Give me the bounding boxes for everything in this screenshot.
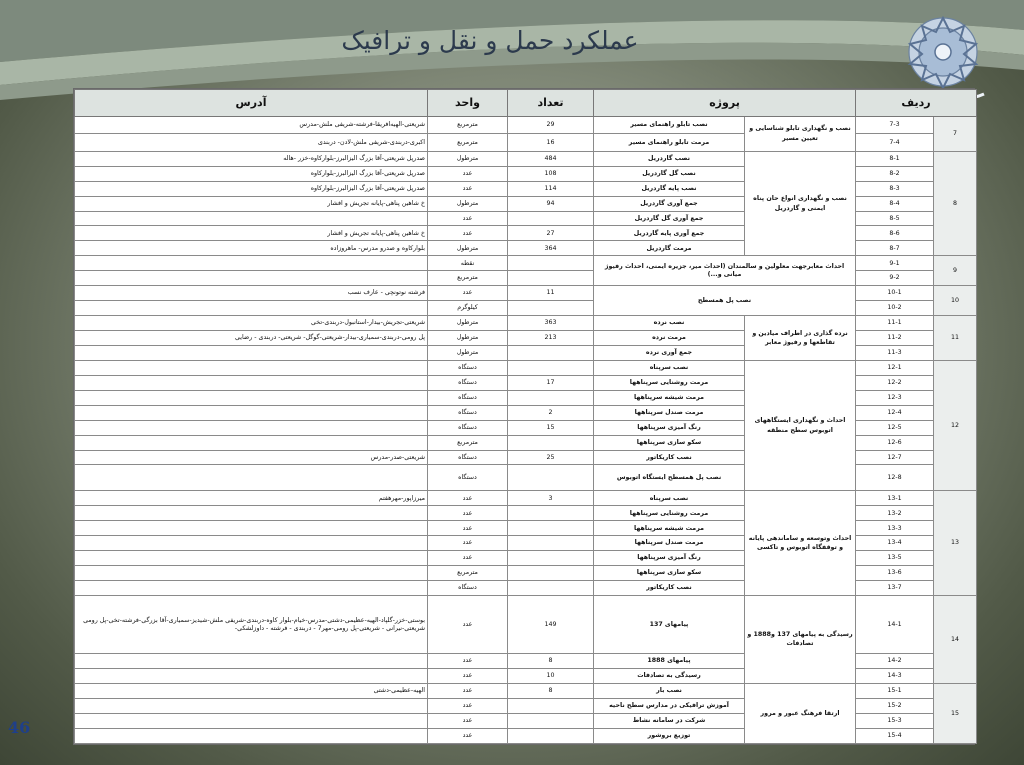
project-name: نصب پل همسطح <box>594 286 856 316</box>
project-name: مرمت روشنایی سرپناهها <box>594 375 745 390</box>
category-number: 13 <box>934 491 977 596</box>
address-value <box>75 345 428 360</box>
address-value: فرشته نوتونچی - عارف نسب <box>75 286 428 301</box>
project-name: سکو سازی سرپناهها <box>594 566 745 581</box>
project-group-description: رسیدگی به پیامهای 137 و1888 و تصادفات <box>745 596 856 684</box>
address-value <box>75 405 428 420</box>
project-name: مرمت صندل سرپناهها <box>594 405 745 420</box>
count-value: 213 <box>508 331 594 346</box>
unit-value: دستگاه <box>428 465 508 491</box>
address-value <box>75 271 428 286</box>
address-value <box>75 465 428 491</box>
project-name: نصب کاریکاتور <box>594 581 745 596</box>
row-code: 13-5 <box>856 551 934 566</box>
table-row <box>75 117 977 134</box>
count-value: 8 <box>508 683 594 698</box>
unit-value: مترطول <box>428 331 508 346</box>
project-name: نصب کاریکاتور <box>594 450 745 465</box>
row-code: 8-2 <box>856 166 934 181</box>
project-name: نصب سرپناه <box>594 491 745 506</box>
row-code: 11-1 <box>856 316 934 331</box>
table-row <box>75 491 977 506</box>
unit-value: دستگاه <box>428 375 508 390</box>
project-name: پیامهای 137 <box>594 596 745 654</box>
unit-value: مترطول <box>428 316 508 331</box>
unit-value: عدد <box>428 551 508 566</box>
unit-value: دستگاه <box>428 420 508 435</box>
address-value <box>75 713 428 728</box>
count-value: 25 <box>508 450 594 465</box>
table-row <box>75 316 977 331</box>
count-value <box>508 271 594 286</box>
unit-value: عدد <box>428 713 508 728</box>
count-value <box>508 566 594 581</box>
row-code: 8-6 <box>856 226 934 241</box>
row-code: 12-8 <box>856 465 934 491</box>
category-number: 11 <box>934 316 977 361</box>
row-code: 15-4 <box>856 728 934 743</box>
count-value <box>508 345 594 360</box>
row-code: 14-2 <box>856 654 934 669</box>
header-row-number: ردیف <box>856 90 977 117</box>
project-name: سکو سازی سرپناهها <box>594 435 745 450</box>
project-group-description: ارتقا فرهنگ عبور و مرور <box>745 683 856 743</box>
row-code: 10-1 <box>856 286 934 301</box>
project-name: جمع آوری گاردریل <box>594 196 745 211</box>
count-value: 27 <box>508 226 594 241</box>
address-value <box>75 360 428 375</box>
unit-value: عدد <box>428 728 508 743</box>
unit-value: عدد <box>428 211 508 226</box>
count-value <box>508 713 594 728</box>
count-value: 10 <box>508 668 594 683</box>
address-value: بوستی-خزر-گلپاد-الهیه-عظیمی-دشتی-مدرس-خیام-بلوار کاوه-دربندی-شریفی ملش-شیدیز-سمیاری-آقا بزرگی-فرشته-تخی-پل رومی شریعتی-نیرانی - شریعتی-پل رومی-مهر7 - دربندی - فرشته - داوزلشکی- <box>75 596 428 654</box>
row-code: 12-6 <box>856 435 934 450</box>
unit-value: عدد <box>428 506 508 521</box>
count-value: 3 <box>508 491 594 506</box>
address-value <box>75 668 428 683</box>
unit-value: عدد <box>428 521 508 536</box>
unit-value: دستگاه <box>428 581 508 596</box>
row-code: 11-3 <box>856 345 934 360</box>
unit-value: دستگاه <box>428 390 508 405</box>
project-name: رنگ آمیزی سرپناهها <box>594 551 745 566</box>
row-code: 13-2 <box>856 506 934 521</box>
unit-value: عدد <box>428 166 508 181</box>
address-value <box>75 506 428 521</box>
count-value: 11 <box>508 286 594 301</box>
count-value <box>508 551 594 566</box>
row-code: 13-4 <box>856 536 934 551</box>
row-code: 13-1 <box>856 491 934 506</box>
unit-value: مترمربع <box>428 134 508 151</box>
unit-value: مترمربع <box>428 566 508 581</box>
row-code: 8-5 <box>856 211 934 226</box>
address-value <box>75 581 428 596</box>
row-code: 15-1 <box>856 683 934 698</box>
traffic-performance-table <box>73 88 975 745</box>
row-code: 12-2 <box>856 375 934 390</box>
project-name: نصب پایه گاردریل <box>594 181 745 196</box>
category-number: 15 <box>934 683 977 743</box>
unit-value: نقطه <box>428 256 508 271</box>
project-name: رنگ آمیزی سرپناهها <box>594 420 745 435</box>
address-value <box>75 301 428 316</box>
project-name: رسیدگی به تصادفات <box>594 668 745 683</box>
count-value: 15 <box>508 420 594 435</box>
project-group-description: نصب و نگهداری انواع حان پناه ایمنی و گاردریل <box>745 151 856 256</box>
count-value <box>508 360 594 375</box>
table-row <box>75 256 977 271</box>
project-name: توزیع بروشور <box>594 728 745 743</box>
project-group-description: احداث وتوسعه و ساماندهی پایانه و توقفگاه اتوبوس و تاکسی <box>745 491 856 596</box>
project-name: احداث معابرجهت معلولین و سالمندان (احداث میر، جزیره ایمنی، احداث رفیوژ میانی و...) <box>594 256 856 286</box>
unit-value: عدد <box>428 491 508 506</box>
address-value: شریعتی-صدر-مدرس <box>75 450 428 465</box>
unit-value: مترمربع <box>428 271 508 286</box>
address-value <box>75 521 428 536</box>
count-value: 2 <box>508 405 594 420</box>
slide-title: عملکرد حمل و نقل و ترافیک <box>341 26 639 55</box>
header-address: آدرس <box>75 90 428 117</box>
address-value: خ شاهین پناهی-پایانه تجریش و افشار <box>75 196 428 211</box>
count-value: 484 <box>508 151 594 166</box>
table-row <box>75 596 977 654</box>
table-header-row <box>75 90 977 117</box>
address-value: شریعتی-تجریش-بیدار-استانبول-دربندی-تخی <box>75 316 428 331</box>
row-code: 7-4 <box>856 134 934 151</box>
address-value <box>75 256 428 271</box>
header-unit: واحد <box>428 90 508 117</box>
header-project: پروژه <box>594 90 856 117</box>
row-code: 14-1 <box>856 596 934 654</box>
project-name: نصب گل گاردریل <box>594 166 745 181</box>
unit-value: عدد <box>428 286 508 301</box>
count-value <box>508 581 594 596</box>
category-number: 9 <box>934 256 977 286</box>
count-value: 108 <box>508 166 594 181</box>
count-value <box>508 301 594 316</box>
address-value: پل رومی-دربندی-سمیاری-بیدار-شریعتی-گوگل- شریعتی- دربندی - رضایی <box>75 331 428 346</box>
project-name: مرمت صندل سرپناهها <box>594 536 745 551</box>
row-code: 13-6 <box>856 566 934 581</box>
unit-value: مترطول <box>428 345 508 360</box>
row-code: 12-1 <box>856 360 934 375</box>
address-value <box>75 211 428 226</box>
address-value: میرزاپور-مهرهفتم <box>75 491 428 506</box>
address-value: اکبری-دربندی-شریفی ملش-لادن- دربندی <box>75 134 428 151</box>
unit-value: دستگاه <box>428 405 508 420</box>
table-row <box>75 360 977 375</box>
row-code: 14-3 <box>856 668 934 683</box>
address-value <box>75 654 428 669</box>
address-value <box>75 698 428 713</box>
page-number: 46 <box>8 718 31 737</box>
project-name: شرکت در سامانه نشاط <box>594 713 745 728</box>
row-code: 13-3 <box>856 521 934 536</box>
unit-value: عدد <box>428 596 508 654</box>
row-code: 12-3 <box>856 390 934 405</box>
project-name: مرمت روشنایی سرپناهها <box>594 506 745 521</box>
address-value: بلوارکاوه و صدرو مدرس- ماهروزاده <box>75 241 428 256</box>
unit-value: دستگاه <box>428 450 508 465</box>
project-name: نصب تابلو راهنمای مسیر <box>594 117 745 134</box>
address-value: صدرپل شریعتی-آقا بزرگ الیزالبرز-بلوارکاوه-خزر -هاله <box>75 151 428 166</box>
unit-value: عدد <box>428 181 508 196</box>
count-value: 364 <box>508 241 594 256</box>
count-value <box>508 521 594 536</box>
address-value <box>75 551 428 566</box>
table-row <box>75 151 977 166</box>
count-value: 16 <box>508 134 594 151</box>
row-code: 9-1 <box>856 256 934 271</box>
row-code: 9-2 <box>856 271 934 286</box>
unit-value: عدد <box>428 654 508 669</box>
unit-value: مترطول <box>428 151 508 166</box>
count-value <box>508 435 594 450</box>
table-row <box>75 286 977 301</box>
address-value: خ شاهین پناهی-پایانه تجریش و افشار <box>75 226 428 241</box>
row-code: 12-5 <box>856 420 934 435</box>
count-value <box>508 256 594 271</box>
unit-value: عدد <box>428 683 508 698</box>
category-number: 8 <box>934 151 977 256</box>
unit-value: دستگاه <box>428 360 508 375</box>
project-name: مرمت شیشه سرپناهها <box>594 521 745 536</box>
unit-value: کیلوگرم <box>428 301 508 316</box>
address-value <box>75 375 428 390</box>
row-code: 12-4 <box>856 405 934 420</box>
project-name: مرمت نرده <box>594 331 745 346</box>
project-group-description: احداث و نگهداری ایستگاههای اتوبوس سطح منطقه <box>745 360 856 491</box>
unit-value: مترطول <box>428 241 508 256</box>
row-code: 8-1 <box>856 151 934 166</box>
row-code: 8-4 <box>856 196 934 211</box>
unit-value: عدد <box>428 668 508 683</box>
project-name: پیامهای 1888 <box>594 654 745 669</box>
row-code: 11-2 <box>856 331 934 346</box>
count-value <box>508 536 594 551</box>
count-value: 8 <box>508 654 594 669</box>
address-value: شریعتی-الهیه‌افریقا-فرشته-شریفی ملش-مدرس <box>75 117 428 134</box>
project-name: نصب سرپناه <box>594 360 745 375</box>
category-number: 14 <box>934 596 977 684</box>
category-number: 7 <box>934 117 977 152</box>
count-value: 94 <box>508 196 594 211</box>
table-row <box>75 683 977 698</box>
address-value <box>75 536 428 551</box>
project-name: نصب گاردریل <box>594 151 745 166</box>
unit-value: مترطول <box>428 196 508 211</box>
unit-value: عدد <box>428 226 508 241</box>
project-name: نصب پل همسطح ایستگاه اتوبوس <box>594 465 745 491</box>
header-count: تعداد <box>508 90 594 117</box>
category-number: 12 <box>934 360 977 491</box>
project-name: آموزش ترافیکی در مدارس سطح ناحیه <box>594 698 745 713</box>
address-value: الهیه-عظیمی-دشتی <box>75 683 428 698</box>
count-value: 29 <box>508 117 594 134</box>
count-value <box>508 506 594 521</box>
unit-value: عدد <box>428 536 508 551</box>
count-value: 363 <box>508 316 594 331</box>
address-value <box>75 435 428 450</box>
address-value <box>75 420 428 435</box>
project-name: جمع آوری گل گاردریل <box>594 211 745 226</box>
project-name: مرمت تابلو راهنمای مسیر <box>594 134 745 151</box>
count-value <box>508 698 594 713</box>
address-value <box>75 728 428 743</box>
project-group-description: نرده گذاری در اطراف میادین و تقاطعها و رفیوژ معابر <box>745 316 856 361</box>
project-name: نصب بار <box>594 683 745 698</box>
count-value <box>508 211 594 226</box>
row-code: 7-3 <box>856 117 934 134</box>
unit-value: مترمربع <box>428 117 508 134</box>
count-value: 17 <box>508 375 594 390</box>
count-value <box>508 728 594 743</box>
project-name: مرمت شیشه سرپناهها <box>594 390 745 405</box>
row-code: 13-7 <box>856 581 934 596</box>
row-code: 12-7 <box>856 450 934 465</box>
row-code: 15-3 <box>856 713 934 728</box>
count-value: 149 <box>508 596 594 654</box>
unit-value: عدد <box>428 698 508 713</box>
unit-value: مترمربع <box>428 435 508 450</box>
count-value <box>508 390 594 405</box>
project-group-description: نصب و نگهداری تابلو شناسایی و تعیین مسیر <box>745 117 856 152</box>
address-value <box>75 566 428 581</box>
address-value: صدرپل شریعتی-آقا بزرگ الیزالبرز-بلوارکاوه <box>75 181 428 196</box>
address-value: صدرپل شریعتی-آقا بزرگ الیزالبرز-بلوارکاوه <box>75 166 428 181</box>
row-code: 8-7 <box>856 241 934 256</box>
address-value <box>75 390 428 405</box>
category-number: 10 <box>934 286 977 316</box>
project-name: جمع آوری نرده <box>594 345 745 360</box>
row-code: 15-2 <box>856 698 934 713</box>
count-value <box>508 465 594 491</box>
count-value: 114 <box>508 181 594 196</box>
project-name: جمع آوری پایه گاردریل <box>594 226 745 241</box>
project-name: نصب نرده <box>594 316 745 331</box>
row-code: 10-2 <box>856 301 934 316</box>
row-code: 8-3 <box>856 181 934 196</box>
project-name: مرمت گاردریل <box>594 241 745 256</box>
